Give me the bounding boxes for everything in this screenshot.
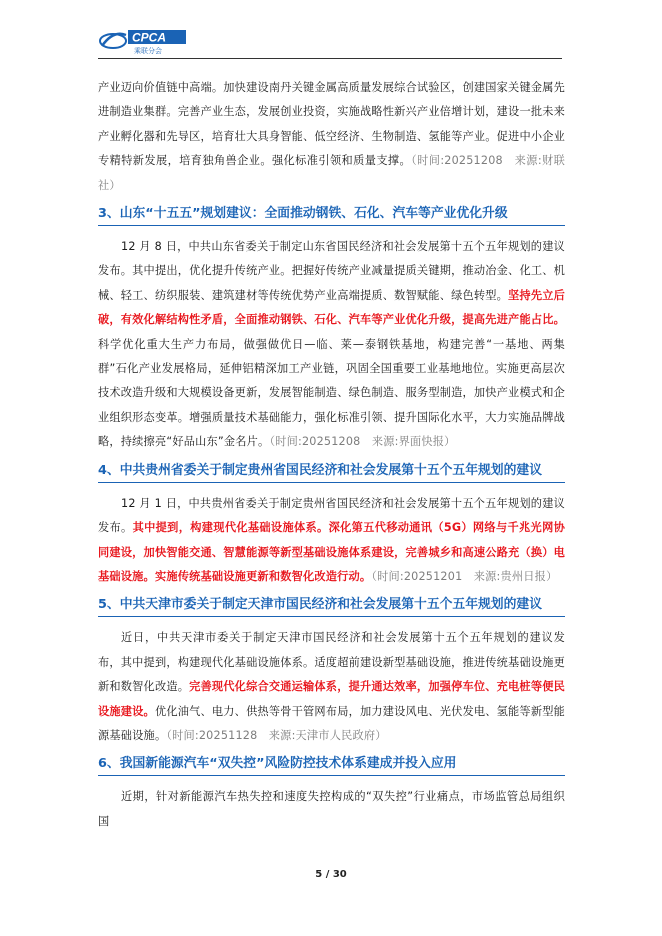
section-6-paragraph	[98, 785, 565, 834]
page-number: 5 / 30	[315, 869, 347, 880]
source-note: （时间:20251201 来源:贵州日报）	[371, 569, 558, 583]
section-text: 近日，中共天津市委关于制定天津市国民经济和社会发展第十五个五年规划的建议发布，其中提到，构建现代化基础设施体系。适度超前建设新型基础设施，推进传统基础设施更新和数智化改造。	[98, 631, 565, 694]
source-note: （时间:20251128 来源:天津市人民政府）	[166, 728, 387, 742]
section-heading-5: 5、中共天津市委关于制定天津市国民经济和社会发展第十五个五年规划的建议	[98, 595, 565, 617]
header-rule	[98, 58, 562, 59]
page-header	[98, 22, 568, 62]
highlight-text: 坚持先立后破，有效化解结构性矛盾，全面推动钢铁、石化、汽车等产业优化升级，提高先进产能占比。	[98, 288, 565, 327]
section-text: 近期，针对新能源汽车热失控和速度失控构成的“双失控”行业痛点，市场监管总局组织国	[98, 790, 565, 828]
cpca-logo	[98, 26, 198, 56]
section-4-paragraph	[98, 492, 565, 590]
section-text: 12 月 8 日，中共山东省委关于制定山东省国民经济和社会发展第十五个五年规划的建议发布。其中提出，优化提升传统产业。把握好传统产业减量提质关键期，推动冶金、化工、机械、轻工、纺织服装、建筑建材等传统优势产业高端提质、数智赋能、绿色转型。	[98, 240, 565, 302]
section-5-paragraph	[98, 626, 565, 748]
paragraph-continuation	[98, 76, 565, 198]
section-heading-3: 3、山东“十五五”规划建议：全面推动钢铁、石化、汽车等产业优化升级	[98, 204, 565, 226]
source-note: （时间:20251208 来源:界面快报）	[269, 435, 456, 449]
section-heading-6: 6、我国新能源汽车“双失控”风险防控技术体系建成并投入应用	[98, 754, 565, 776]
section-heading-4: 4、中共贵州省委关于制定贵州省国民经济和社会发展第十五个五年规划的建议	[98, 461, 565, 483]
section-text: 12 月 1 日，中共贵州省委关于制定贵州省国民经济和社会发展第十五个五年规划的建议发布。	[98, 496, 565, 535]
section-text: 科学优化重大生产力布局，做强做优日—临、莱—泰钢铁基地，构建完善“一基地、两集群”石化产业发展格局，延伸铝精深加工产业链，巩固全国重要工业基地地位。实施更高层次技术改造升级和大规模设备更新，发展智能制造、绿色制造、服务型制造，加快产业模式和企业组织形态变革。增强质量技术基础能力，强化标准引领、提升国际化水平，大力实施品牌战略，持续擦亮“好品山东”金名片。	[98, 337, 565, 449]
paragraph-text: 产业迈向价值链中高端。加快建设南丹关键金属高质量发展综合试验区，创建国家关键金属先进制造业集群。完善产业生态，发展创业投资，实施战略性新兴产业倍增计划，建设一批未来产业孵化器和先导区，培育壮大具身智能、低空经济、生物制造、氢能等产业。促进中小企业专精特新发展，培育独角兽企业。强化标准引领和质量支撑。	[98, 81, 565, 168]
svg-text:乘联分会: 乘联分会	[134, 47, 162, 55]
section-text: 优化油气、电力、供热等骨干管网布局，加力建设风电、光伏发电、氢能等新型能源基础设施。	[98, 704, 565, 742]
document-body	[98, 76, 565, 834]
highlight-text: 完善现代化综合交通运输体系，提升通达效率，加强停车位、充电桩等便民设施建设。	[98, 680, 565, 718]
highlight-text: 其中提到，构建现代化基础设施体系。深化第五代移动通讯（5G）网络与千兆光网协同建设，加快智能交通、智慧能源等新型基础设施体系建设，完善城乡和高速公路充（换）电基础设施。实施传统基础设施更新和数智化改造行动。	[98, 521, 565, 583]
svg-text:CPCA: CPCA	[132, 30, 167, 45]
section-3-paragraph	[98, 235, 565, 455]
source-note: （时间:20251208 来源:财联社）	[98, 154, 565, 192]
